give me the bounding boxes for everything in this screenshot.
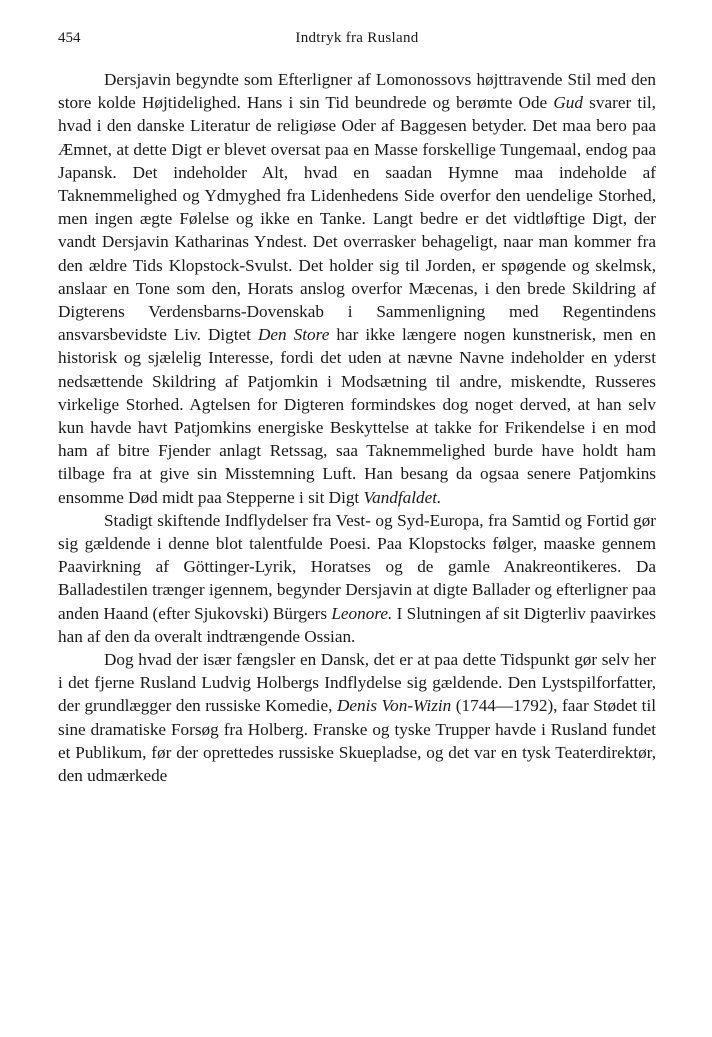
- running-head: Indtryk fra Rusland: [295, 30, 419, 46]
- body-text: [58, 68, 656, 787]
- text-run: har ikke længere nogen kunstnerisk, men en historisk og sjælelig Interesse, fordi det uden at nævne Navne indeholder en yderst nedsættende Skildring af Patjomkin i Modsætning til andre, miskendte, Russeres virkelige Storhed. Agtelsen for Digteren formindskes dog noget derved, at han selv kun havde havt Patjomkins energiske Beskyttelse at takke for Frikendelse i en mod ham af bitre Fjender anlagt Retssag, saa Taknemmelighed burde have holdt ham tilbage fra at give sin Misstemning Luft. Han besang da ogsaa senere Patjomkins ensomme Død midt paa Stepperne i sit Digt: [58, 325, 656, 507]
- poem-title-den-store: Den Store: [258, 325, 330, 345]
- text-run: (1744—1792), faar Stødet til sine dramatiske Forsøg fra Holberg. Franske og tyske Trupper havde i Rusland fundet et Publikum, før der oprettedes russiske Skuepladse, og det var en tysk Teaterdirektør, den udmærkede: [58, 696, 656, 786]
- paragraph-2: [58, 509, 656, 648]
- poem-title-leonore: Leonore.: [331, 603, 393, 623]
- text-run: Stadigt skiftende Indflydelser fra Vest- og Syd-Europa, fra Samtid og Fortid gør sig gældende i denne blot talentfulde Poesi. Paa Klopstocks følger, maaske gennem Paavirkning af Göttinger-Lyrik, Horatses og de gamle Anakreontikeres. Da Balladestilen trænger igennem, begynder Dersjavin at digte Ballader og efterligner paa anden Haand (efter Sjukovski) Bürgers: [58, 510, 656, 623]
- text-run: Dog hvad der især fængsler en Dansk, det er at paa dette Tidspunkt gør selv her i det fjerne Rusland Ludvig Holbergs Indflydelse sig gældende. Den Lystspilforfatter, der grundlægger den russiske Komedie,: [58, 650, 656, 716]
- poem-title-vandfaldet: Vandfaldet.: [363, 487, 442, 507]
- text-run: svarer til, hvad i den danske Literatur de religiøse Oder af Baggesen betyder. Det maa bero paa Æmnet, at dette Digt er blevet oversat paa en Masse forskellige Tungemaal, endog paa Japansk. Det indeholder Alt, hvad en saadan Hymne maa indeholde af Taknemmelighed og Ydmyghed fra Lidenhedens Side overfor den uendelige Storhed, men ingen ægte Følelse og ikke en Tanke. Langt bedre er det vidtløftige Digt, der vandt Dersjavin Katharinas Yndest. Det overrasker behageligt, naar man kommer fra den ældre Tids Klopstock-Svulst. Det holder sig til Jorden, er spøgende og skelmsk, anslaar en Tone som den, Horats anslog overfor Mæcenas, i den brede Skildring af Digterens Verdensbarns-Dovenskab i Sammenligning med Regentindens ansvarsbevidste Liv. Digtet: [58, 93, 656, 345]
- author-name-von-wizin: Denis Von-Wizin: [336, 696, 452, 716]
- text-run: Dersjavin begyndte som Efterligner af Lomonossovs højttravende Stil med den store kolde Højtidelighed. Hans i sin Tid beundrede og berømte Ode: [58, 70, 656, 113]
- paragraph-3: [58, 648, 656, 787]
- paragraph-1: [58, 68, 656, 509]
- book-page: [58, 30, 656, 787]
- text-run: I Slutningen af sit Digterliv paavirkes han af den da overalt indtrængende Ossian.: [58, 603, 656, 646]
- page-header: [58, 30, 656, 54]
- page-number: 454: [58, 30, 81, 46]
- poem-title-gud: Gud: [553, 93, 583, 113]
